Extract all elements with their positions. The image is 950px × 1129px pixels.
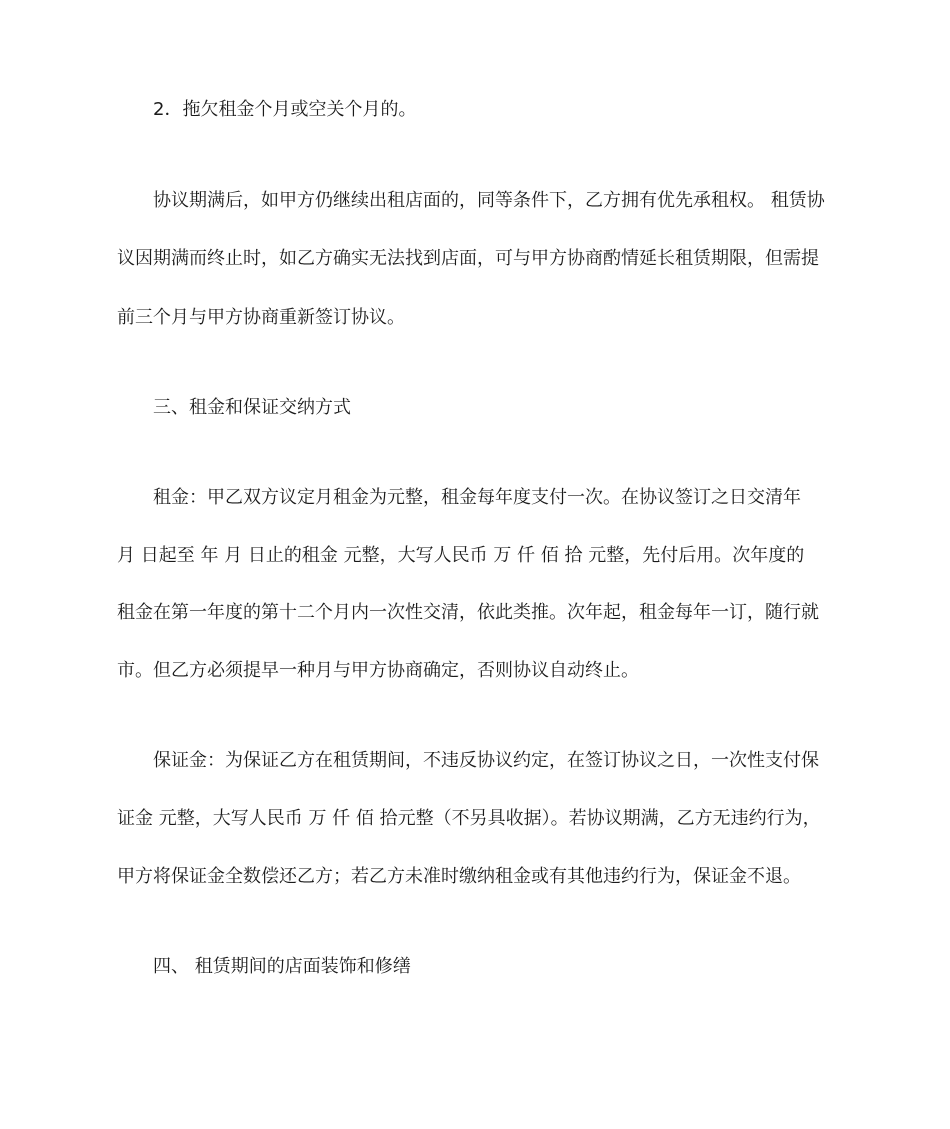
- paragraph-rent-line-1: 租金：甲乙双方议定月租金为元整，租金每年度支付一次。在协议签订之日交清年: [153, 487, 801, 508]
- paragraph-deposit-line-3: 甲方将保证金全数偿还乙方；若乙方未准时缴纳租金或有其他违约行为，保证金不退。: [117, 866, 801, 887]
- paragraph-rent-line-4: 市。但乙方必须提早一种月与甲方协商确定，否则协议自动终止。: [117, 660, 639, 681]
- paragraph-rent-line-3: 租金在第一年度的第十二个月内一次性交清，依此类推。次年起，租金每年一订，随行就: [117, 602, 819, 623]
- clause-item-2: 2．拖欠租金个月或空关个月的。: [153, 99, 417, 120]
- paragraph-renewal-line-3: 前三个月与甲方协商重新签订协议。: [117, 307, 405, 328]
- section-heading-3: 三、租金和保证交纳方式: [153, 397, 351, 418]
- section-heading-4: 四、 租赁期间的店面装饰和修缮: [153, 956, 411, 977]
- paragraph-deposit-line-1: 保证金：为保证乙方在租赁期间，不违反协议约定，在签订协议之日，一次性支付保: [153, 750, 819, 771]
- paragraph-deposit-line-2: 证金 元整，大写人民币 万 仟 佰 拾元整（不另具收据）。若协议期满，乙方无违约行为，: [117, 808, 821, 829]
- paragraph-rent-line-2: 月 日起至 年 月 日止的租金 元整，大写人民币 万 仟 佰 拾 元整，先付后用。次年度的: [117, 545, 805, 566]
- paragraph-renewal-line-1: 协议期满后，如甲方仍继续出租店面的，同等条件下，乙方拥有优先承租权。 租赁协: [153, 190, 825, 211]
- paragraph-renewal-line-2: 议因期满而终止时，如乙方确实无法找到店面，可与甲方协商酌情延长租赁期限，但需提: [117, 248, 819, 269]
